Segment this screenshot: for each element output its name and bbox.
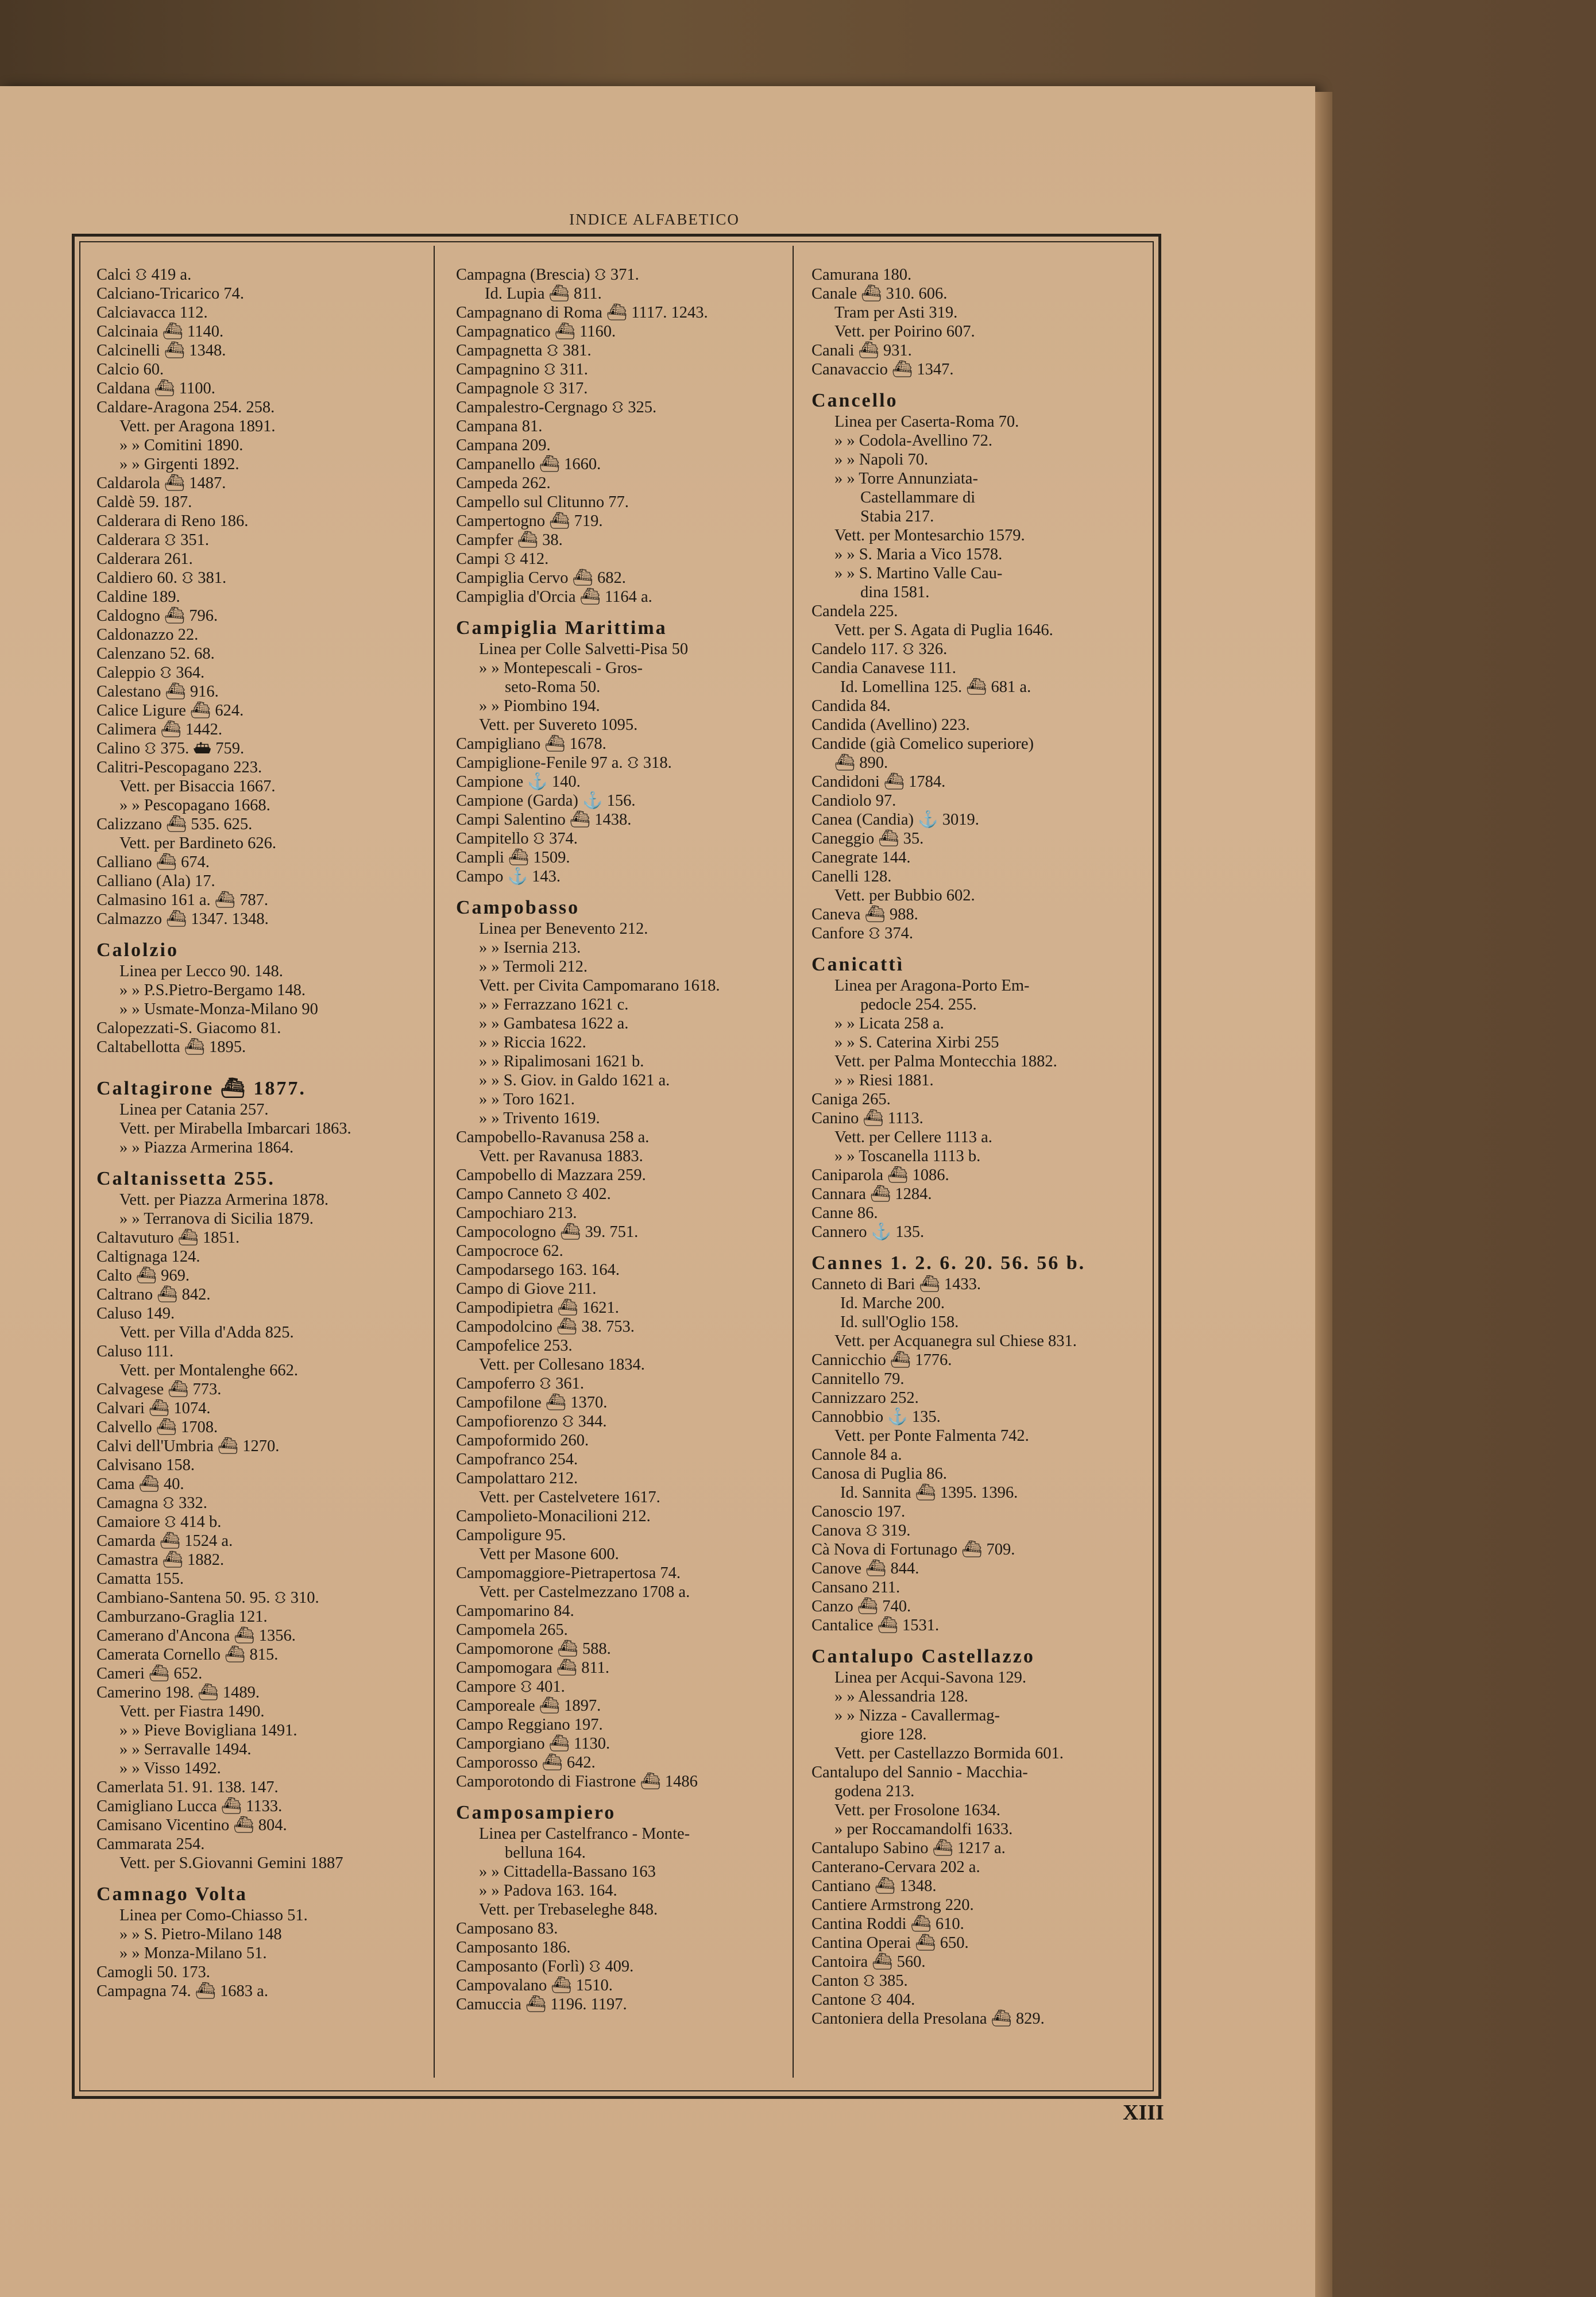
index-heading: Campiglia Marittima [456, 617, 667, 639]
index-entry: Calderara 261. [96, 550, 193, 568]
index-entry: Camporotondo di Fiastrone ⛴ 1486 [456, 1773, 698, 1791]
index-entry: Id. Sannita ⛴ 1395. 1396. [840, 1484, 1018, 1502]
index-entry: Canale ⛴ 310. 606. [811, 285, 948, 303]
index-entry: Calvi dell'Umbria ⛴ 1270. [96, 1437, 280, 1455]
index-entry: Canfore ⛻ 374. [811, 925, 914, 942]
index-entry: » » Isernia 213. [479, 939, 581, 957]
index-entry: Calitri-Pescopagano 223. [96, 759, 262, 776]
index-entry: Vett. per Fiastra 1490. [119, 1703, 265, 1720]
index-entry: Caltabellotta ⛴ 1895. [96, 1038, 246, 1056]
index-entry: Camporeale ⛴ 1897. [456, 1697, 601, 1715]
index-entry: Cannara ⛴ 1284. [811, 1185, 932, 1203]
index-entry: Vett. per Trebaseleghe 848. [479, 1901, 658, 1919]
index-entry: Vett. per S.Giovanni Gemini 1887 [119, 1854, 343, 1872]
index-entry: Candiolo 97. [811, 792, 896, 810]
index-entry: Vett. per Poirino 607. [834, 323, 975, 341]
index-entry: Canove ⛴ 844. [811, 1560, 919, 1577]
index-entry: Campoferro ⛻ 361. [456, 1375, 584, 1393]
index-entry: Calvello ⛴ 1708. [96, 1418, 218, 1436]
index-entry: Campi ⛻ 412. [456, 550, 549, 568]
index-entry: Caldarola ⛴ 1487. [96, 474, 226, 492]
index-entry: » » Cittadella-Bassano 163 [479, 1863, 656, 1881]
index-entry: Cama ⛴ 40. [96, 1475, 184, 1493]
index-entry: Tram per Asti 319. [834, 304, 958, 322]
index-entry: Campobello di Mazzara 259. [456, 1166, 646, 1184]
index-entry: Caniparola ⛴ 1086. [811, 1166, 949, 1184]
index-entry: Camposanto 186. [456, 1939, 571, 1956]
index-entry: Campalestro-Cergnago ⛻ 325. [456, 399, 657, 416]
index-entry: Campagnetta ⛻ 381. [456, 342, 592, 359]
index-entry: » » Piazza Armerina 1864. [119, 1139, 294, 1157]
index-entry: » » Comitini 1890. [119, 436, 244, 454]
index-entry: Linea per Lecco 90. 148. [119, 962, 283, 980]
index-entry: Vett. per Villa d'Adda 825. [119, 1324, 294, 1341]
index-entry: Calestano ⛴ 916. [96, 683, 219, 701]
index-entry [96, 1057, 464, 1067]
index-entry: Canali ⛴ 931. [811, 342, 912, 359]
index-entry: Campofilone ⛴ 1370. [456, 1394, 608, 1412]
index-heading: Caltanissetta 255. [96, 1168, 275, 1189]
index-entry: Canterano-Cervara 202 a. [811, 1858, 980, 1876]
index-entry: Campomorone ⛴ 588. [456, 1640, 611, 1658]
index-entry: Id. Marche 200. [840, 1294, 945, 1312]
index-entry: Cantina Roddi ⛴ 610. [811, 1915, 964, 1933]
index-entry: Campagnatico ⛴ 1160. [456, 323, 616, 341]
running-header [0, 211, 1596, 229]
index-entry: Caldana ⛴ 1100. [96, 380, 215, 397]
index-entry: Vett. per Castellazzo Bormida 601. [834, 1745, 1064, 1762]
index-entry: Calderara ⛻ 351. [96, 531, 210, 549]
index-entry: Calto ⛴ 969. [96, 1267, 190, 1285]
index-entry: Calciano-Tricarico 74. [96, 285, 244, 303]
index-entry: Vett. per Ravanusa 1883. [479, 1147, 643, 1165]
index-entry: Campo di Giove 211. [456, 1280, 597, 1298]
index-entry: Cantina Operai ⛴ 650. [811, 1934, 969, 1952]
index-entry: Camposanto (Forlì) ⛻ 409. [456, 1958, 634, 1975]
index-entry: Canton ⛻ 385. [811, 1972, 908, 1990]
index-entry: » » Riesi 1881. [834, 1072, 934, 1089]
index-entry: Cantoira ⛴ 560. [811, 1953, 926, 1971]
index-entry: Canoscio 197. [811, 1503, 906, 1521]
index-entry: Calvisano 158. [96, 1456, 195, 1474]
index-entry: Canavaccio ⛴ 1347. [811, 361, 954, 378]
index-entry: Vett. per Acquanegra sul Chiese 831. [834, 1332, 1077, 1350]
index-entry: Cantiere Armstrong 220. [811, 1896, 974, 1914]
index-entry: Campana 81. [456, 417, 543, 435]
index-entry: Camurana 180. [811, 266, 912, 284]
index-entry: » per Roccamandolfi 1633. [834, 1820, 1013, 1838]
index-entry: Campeda 262. [456, 474, 551, 492]
index-entry: » » S. Maria a Vico 1578. [834, 546, 1003, 563]
index-entry: Vett. per Mirabella Imbarcari 1863. [119, 1120, 351, 1138]
index-entry: Calcio 60. [96, 361, 164, 378]
index-entry: » » Usmate-Monza-Milano 90 [119, 1000, 318, 1018]
index-entry: Linea per Colle Salvetti-Pisa 50 [479, 640, 689, 658]
index-entry: Candide (già Comelico superiore) [811, 735, 1034, 753]
index-entry: Vett. per Bardineto 626. [119, 834, 277, 852]
index-entry: Caldine 189. [96, 588, 180, 606]
index-entry: » » Termoli 212. [479, 958, 588, 976]
index-heading: Camposampiero [456, 1802, 616, 1823]
index-entry: Campi Salentino ⛴ 1438. [456, 811, 632, 829]
index-heading: Caltagirone ⛴ 1877. [96, 1078, 306, 1099]
index-heading: Cancello [811, 390, 898, 411]
index-entry: » » Visso 1492. [119, 1760, 221, 1777]
index-entry: Camposano 83. [456, 1920, 558, 1938]
index-entry: » » S. Pietro-Milano 148 [119, 1925, 282, 1943]
header-text: INDICE ALFABETICO [569, 211, 740, 228]
index-entry: Campagnole ⛻ 317. [456, 380, 588, 397]
index-entry: Campore ⛻ 401. [456, 1678, 565, 1696]
index-entry: Cansano 211. [811, 1579, 901, 1596]
index-entry: Vett. per Bubbio 602. [834, 887, 975, 904]
index-entry: Camerino 198. ⛴ 1489. [96, 1684, 260, 1702]
index-entry: Canino ⛴ 1113. [811, 1109, 923, 1127]
index-entry: Vett. per Cellere 1113 a. [834, 1128, 992, 1146]
index-entry: Campagnino ⛻ 311. [456, 361, 588, 378]
index-entry: Campolieto-Monacilioni 212. [456, 1507, 651, 1525]
index-entry: Candelo 117. ⛻ 326. [811, 640, 948, 658]
index-entry: Campione (Garda) ⚓ 156. [456, 792, 636, 810]
index-entry: Camagna ⛻ 332. [96, 1494, 207, 1512]
index-entry: Caltignaga 124. [96, 1248, 200, 1266]
index-entry: Cambiano-Santena 50. 95. ⛻ 310. [96, 1589, 319, 1607]
index-entry: Campfer ⛴ 38. [456, 531, 563, 549]
index-entry: » » Terranova di Sicilia 1879. [119, 1210, 314, 1228]
index-entry: » » Codola-Avellino 72. [834, 432, 992, 450]
index-entry: Candia Canavese 111. [811, 659, 956, 677]
index-entry: Caldonazzo 22. [96, 626, 199, 644]
index-entry: Camisano Vicentino ⛴ 804. [96, 1816, 287, 1834]
index-entry: Campodarsego 163. 164. [456, 1261, 620, 1279]
index-entry: Candidoni ⛴ 1784. [811, 773, 946, 791]
index-entry: Vett. per Palma Montecchia 1882. [834, 1053, 1057, 1070]
index-entry: seto-Roma 50. [505, 678, 601, 696]
index-entry: Caldare-Aragona 254. 258. [96, 399, 275, 416]
index-entry: Calice Ligure ⛴ 624. [96, 702, 244, 720]
index-entry: Campochiaro 213. [456, 1204, 577, 1222]
index-entry: Canegrate 144. [811, 849, 911, 867]
index-entry: Campoligure 95. [456, 1526, 566, 1544]
index-entry: Cannole 84 a. [811, 1446, 902, 1464]
index-entry: Linea per Caserta-Roma 70. [834, 413, 1019, 431]
index-entry: Cannicchio ⛴ 1776. [811, 1351, 952, 1369]
page-number: XIII [1123, 2101, 1164, 2125]
index-heading: Cantalupo Castellazzo [811, 1646, 1035, 1667]
index-entry: Vett. per Suvereto 1095. [479, 716, 638, 734]
index-entry: Caneggio ⛴ 35. [811, 830, 924, 848]
index-entry: Vett. per Castelmezzano 1708 a. [479, 1583, 690, 1601]
index-entry: Campagna (Brescia) ⛻ 371. [456, 266, 639, 284]
index-entry: Camatta 155. [96, 1570, 184, 1588]
index-entry: Cannizzaro 252. [811, 1389, 919, 1407]
index-entry: Calliano ⛴ 674. [96, 853, 210, 871]
index-entry: Calimera ⛴ 1442. [96, 721, 223, 738]
index-entry: Linea per Catania 257. [119, 1101, 269, 1119]
index-entry: » » Montepescali - Gros- [479, 659, 643, 677]
index-entry: Caldè 59. 187. [96, 493, 192, 511]
index-entry: » » Licata 258 a. [834, 1015, 944, 1033]
index-entry: Vett. per Civita Campomarano 1618. [479, 977, 720, 995]
index-entry: Campigliano ⛴ 1678. [456, 735, 606, 753]
index-entry: Campiglia d'Orcia ⛴ 1164 a. [456, 588, 652, 606]
index-entry: Canzo ⛴ 740. [811, 1598, 911, 1615]
index-entry: Campli ⛴ 1509. [456, 849, 570, 867]
index-entry: Campanello ⛴ 1660. [456, 455, 601, 473]
index-entry: » » S. Martino Valle Cau- [834, 564, 1003, 582]
index-entry: Campiglia Cervo ⛴ 682. [456, 569, 626, 587]
index-entry: Campofranco 254. [456, 1451, 578, 1468]
index-entry: Campello sul Clitunno 77. [456, 493, 629, 511]
index-entry: Campomogara ⛴ 811. [456, 1659, 610, 1677]
index-entry: » » S. Giov. in Galdo 1621 a. [479, 1072, 670, 1089]
index-entry: Campiglione-Fenile 97 a. ⛻ 318. [456, 754, 672, 772]
index-entry: » » Nizza - Cavallermag- [834, 1707, 1000, 1724]
index-entry: Campagna 74. ⛴ 1683 a. [96, 1982, 268, 2000]
index-entry: Canelli 128. [811, 868, 892, 885]
index-entry: Caniga 265. [811, 1091, 891, 1108]
index-entry: » » Napoli 70. [834, 451, 929, 469]
index-entry: Campoformido 260. [456, 1432, 589, 1449]
index-entry: » » Toscanella 1113 b. [834, 1147, 981, 1165]
index-entry: » » Trivento 1619. [479, 1109, 600, 1127]
index-entry: » » Toro 1621. [479, 1091, 575, 1108]
index-entry: Campomela 265. [456, 1621, 568, 1639]
index-entry: Cantalice ⛴ 1531. [811, 1617, 940, 1634]
index-entry: Caldogno ⛴ 796. [96, 607, 218, 625]
index-entry: Calvari ⛴ 1074. [96, 1399, 211, 1417]
index-entry: giore 128. [860, 1726, 927, 1743]
index-entry: Campodipietra ⛴ 1621. [456, 1299, 619, 1317]
index-entry: » » Gambatesa 1622 a. [479, 1015, 629, 1033]
index-entry: Canea (Candia) ⚓ 3019. [811, 811, 979, 829]
index-entry: Campo ⚓ 143. [456, 868, 561, 885]
index-entry: Camerlata 51. 91. 138. 147. [96, 1778, 279, 1796]
index-entry: Candida 84. [811, 697, 891, 715]
index-entry: Cantiano ⛴ 1348. [811, 1877, 937, 1895]
index-entry: Cameri ⛴ 652. [96, 1665, 203, 1683]
index-entry: Vett per Masone 600. [479, 1545, 619, 1563]
index-entry: Camastra ⛴ 1882. [96, 1551, 225, 1569]
index-entry: Id. Lomellina 125. ⛴ 681 a. [840, 678, 1031, 696]
index-entry: Vett. per S. Agata di Puglia 1646. [834, 621, 1053, 639]
index-entry: Campocroce 62. [456, 1242, 563, 1260]
index-entry: Candida (Avellino) 223. [811, 716, 970, 734]
index-entry: Campomaggiore-Pietrapertosa 74. [456, 1564, 681, 1582]
index-entry: Caluso 111. [96, 1343, 174, 1360]
index-entry: pedocle 254. 255. [860, 996, 977, 1014]
index-entry: Campo Canneto ⛻ 402. [456, 1185, 611, 1203]
index-entry: Castellammare di [860, 489, 976, 506]
index-entry: Calino ⛻ 375. ⛴ 759. [96, 740, 245, 757]
index-entry: Cantalupo del Sannio - Macchia- [811, 1764, 1028, 1781]
index-entry: Campofiorenzo ⛻ 344. [456, 1413, 607, 1430]
index-entry: Cannobbio ⚓ 135. [811, 1408, 941, 1426]
index-entry: Vett. per Frosolone 1634. [834, 1801, 1000, 1819]
index-entry: Caltavuturo ⛴ 1851. [96, 1229, 240, 1247]
index-entry: Vett. per Ponte Falmenta 742. [834, 1427, 1029, 1445]
index-entry: Candela 225. [811, 602, 898, 620]
index-entry: Campomarino 84. [456, 1602, 574, 1620]
index-entry: Camerata Cornello ⛴ 815. [96, 1646, 279, 1664]
index-entry: Linea per Aragona-Porto Em- [834, 977, 1030, 995]
index-entry: Camuccia ⛴ 1196. 1197. [456, 1996, 627, 2013]
index-entry: Campofelice 253. [456, 1337, 573, 1355]
index-entry: Camigliano Lucca ⛴ 1133. [96, 1797, 283, 1815]
index-entry: Campolattaro 212. [456, 1470, 578, 1487]
index-heading: Camnago Volta [96, 1884, 248, 1905]
index-entry: Cantoniera della Presolana ⛴ 829. [811, 2010, 1045, 2028]
index-entry: Canne 86. [811, 1204, 878, 1222]
index-entry: Cannitello 79. [811, 1370, 905, 1388]
index-entry: » » Riccia 1622. [479, 1034, 586, 1051]
index-entry: » » Pieve Bovigliana 1491. [119, 1722, 297, 1739]
index-entry: » » Monza-Milano 51. [119, 1944, 267, 1962]
index-entry: Camogli 50. 173. [96, 1963, 210, 1981]
index-entry: Cantalupo Sabino ⛴ 1217 a. [811, 1839, 1006, 1857]
index-entry: Campovalano ⛴ 1510. [456, 1977, 613, 1994]
index-entry: Cà Nova di Fortunago ⛴ 709. [811, 1541, 1015, 1559]
index-entry: dina 1581. [860, 583, 930, 601]
index-entry: Cammarata 254. [96, 1835, 205, 1853]
index-entry: Linea per Acqui-Savona 129. [834, 1669, 1026, 1687]
index-entry: Calenzano 52. 68. [96, 645, 215, 663]
index-entry: Calizzano ⛴ 535. 625. [96, 815, 253, 833]
index-entry: Campagnano di Roma ⛴ 1117. 1243. [456, 304, 708, 322]
index-entry: Caneva ⛴ 988. [811, 906, 918, 923]
index-entry: Campocologno ⛴ 39. 751. [456, 1223, 639, 1241]
index-entry: Calcinaia ⛴ 1140. [96, 323, 224, 341]
index-entry: Vett. per Piazza Armerina 1878. [119, 1191, 329, 1209]
index-entry: Calmasino 161 a. ⛴ 787. [96, 891, 268, 909]
index-entry: Canneto di Bari ⛴ 1433. [811, 1275, 981, 1293]
index-entry: » » Padova 163. 164. [479, 1882, 617, 1900]
index-entry: Linea per Castelfranco - Monte- [479, 1825, 690, 1843]
index-entry: » » Piombino 194. [479, 697, 600, 715]
index-entry: Cannero ⚓ 135. [811, 1223, 925, 1241]
index-entry: » » Ripalimosani 1621 b. [479, 1053, 644, 1070]
index-entry: Caleppio ⛻ 364. [96, 664, 205, 682]
index-entry: Calliano (Ala) 17. [96, 872, 215, 890]
index-entry: Vett. per Montalenghe 662. [119, 1362, 299, 1379]
index-entry: Vett. per Collesano 1834. [479, 1356, 645, 1374]
index-entry: Camporgiano ⛴ 1130. [456, 1735, 610, 1753]
index-entry: » » Pescopagano 1668. [119, 796, 270, 814]
index-entry: Linea per Benevento 212. [479, 920, 648, 938]
index-entry: godena 213. [834, 1782, 915, 1800]
index-entry: Calderara di Reno 186. [96, 512, 249, 530]
index-entry: Vett. per Bisaccia 1667. [119, 778, 276, 795]
index-entry: Cantone ⛻ 404. [811, 1991, 915, 2009]
index-heading: Campobasso [456, 897, 580, 918]
index-entry: Vett. per Montesarchio 1579. [834, 527, 1025, 544]
index-heading: Cannes 1. 2. 6. 20. 56. 56 b. [811, 1252, 1086, 1274]
index-entry: » » Girgenti 1892. [119, 455, 239, 473]
index-entry: Campodolcino ⛴ 38. 753. [456, 1318, 635, 1336]
index-entry: Campana 209. [456, 436, 551, 454]
index-entry: Campione ⚓ 140. [456, 773, 581, 791]
index-entry: Id. Lupia ⛴ 811. [485, 285, 602, 303]
index-entry: Camarda ⛴ 1524 a. [96, 1532, 233, 1550]
index-entry: » » P.S.Pietro-Bergamo 148. [119, 981, 306, 999]
index-entry: Calci ⛻ 419 a. [96, 266, 192, 284]
index-entry: Calciavacca 112. [96, 304, 208, 322]
index-entry: Calcinelli ⛴ 1348. [96, 342, 226, 359]
page-edge [1315, 92, 1332, 2297]
index-entry: Caluso 149. [96, 1305, 175, 1322]
index-entry: Vett. per Aragona 1891. [119, 417, 276, 435]
index-entry: Camporosso ⛴ 642. [456, 1754, 596, 1772]
index-entry: » » S. Caterina Xirbi 255 [834, 1034, 999, 1051]
index-entry: Campo Reggiano 197. [456, 1716, 603, 1734]
index-entry: Calvagese ⛴ 773. [96, 1380, 222, 1398]
index-entry: Caltrano ⛴ 842. [96, 1286, 211, 1304]
index-entry: Vett. per Castelvetere 1617. [479, 1488, 660, 1506]
index-entry: belluna 164. [505, 1844, 586, 1862]
index-entry: Calmazzo ⛴ 1347. 1348. [96, 910, 269, 928]
index-entry: Campitello ⛻ 374. [456, 830, 578, 848]
index-column-2 [456, 265, 824, 2014]
index-entry: Calopezzati-S. Giacomo 81. [96, 1019, 281, 1037]
index-heading: Calolzio [96, 939, 179, 961]
index-entry: Campobello-Ravanusa 258 a. [456, 1128, 650, 1146]
index-entry: ⛴ 890. [834, 754, 888, 772]
index-entry: » » Torre Annunziata- [834, 470, 978, 488]
index-entry: Id. sull'Oglio 158. [840, 1313, 959, 1331]
index-entry: Camerano d'Ancona ⛴ 1356. [96, 1627, 296, 1645]
index-heading: Canicattì [811, 954, 905, 975]
index-entry: Canova ⛻ 319. [811, 1522, 911, 1540]
index-entry: Caldiero 60. ⛻ 381. [96, 569, 227, 587]
index-entry: Canosa di Puglia 86. [811, 1465, 947, 1483]
index-column-3 [811, 265, 1179, 2028]
index-entry: » » Serravalle 1494. [119, 1741, 252, 1758]
index-entry: Linea per Como-Chiasso 51. [119, 1907, 308, 1924]
index-column-1 [96, 265, 464, 2001]
index-entry: Stabia 217. [860, 508, 934, 525]
index-entry: Campertogno ⛴ 719. [456, 512, 603, 530]
index-entry: » » Alessandria 128. [834, 1688, 968, 1706]
index-entry: Camaiore ⛻ 414 b. [96, 1513, 222, 1531]
index-entry: Camburzano-Graglia 121. [96, 1608, 268, 1626]
index-entry: » » Ferrazzano 1621 c. [479, 996, 629, 1014]
